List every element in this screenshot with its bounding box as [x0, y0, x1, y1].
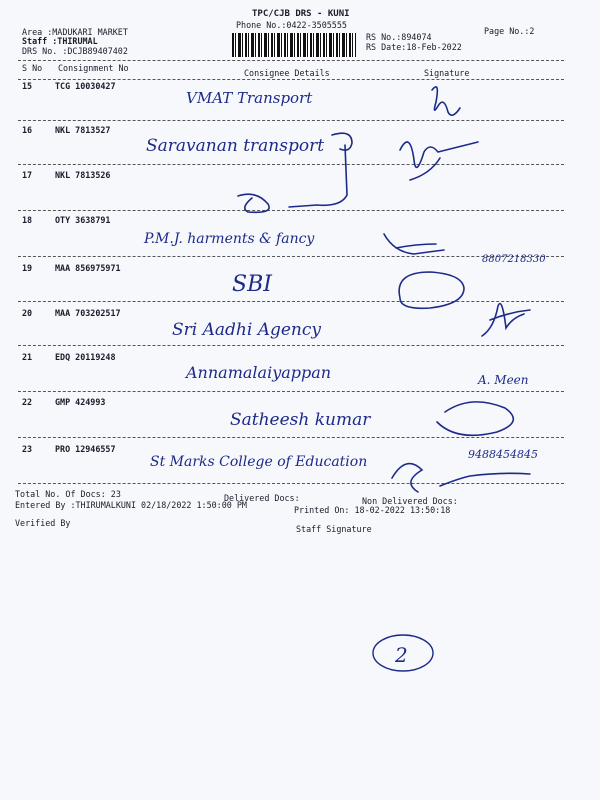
row-sno: 22 [22, 397, 33, 407]
col-consignment: Consignment No [58, 63, 129, 73]
row-sno: 15 [22, 81, 33, 91]
row-consignment: NKL 7813526 [55, 170, 111, 180]
handwritten-consignee: Saravanan transport [146, 136, 325, 156]
entered-by: Entered By :THIRUMALKUNI 02/18/2022 1:50:00 PM [15, 500, 247, 510]
row-consignment: MAA 703202517 [55, 308, 121, 318]
signature-scribble [432, 87, 460, 115]
row-sno: 20 [22, 308, 33, 318]
handwritten-consignee: Sri Aadhi Agency [172, 320, 321, 340]
page-stamp-number: 2 [395, 643, 408, 667]
row-sno: 18 [22, 215, 33, 225]
row-consignment: TCG 10030427 [55, 81, 116, 91]
page-number: Page No.:2 [484, 26, 535, 36]
row-sno: 19 [22, 263, 33, 273]
handwritten-consignee: Annamalaiyappan [186, 363, 332, 382]
handwritten-consignee: SBI [232, 272, 272, 297]
handwritten-consignee: St Marks College of Education [150, 454, 368, 470]
staff-label: Staff :THIRUMAL [22, 36, 98, 46]
handwritten-phone: 8807218330 [482, 254, 546, 265]
document-title: TPC/CJB DRS - KUNI [252, 9, 350, 19]
signature-scribble [392, 464, 530, 492]
row-consignment: PRO 12946557 [55, 444, 116, 454]
delivered-docs: Delivered Docs: [224, 493, 300, 503]
signature-scribble [384, 234, 444, 254]
col-signature: Signature [424, 68, 470, 78]
total-docs: Total No. Of Docs: 23 [15, 489, 121, 499]
row-consignment: NKL 7813527 [55, 125, 111, 135]
verified-by: Verified By [15, 518, 71, 528]
col-consignee: Consignee Details [244, 68, 330, 78]
row-consignment: MAA 856975971 [55, 263, 121, 273]
handwritten-phone: 9488454845 [468, 448, 538, 461]
row-sno: 21 [22, 352, 33, 362]
rs-date: RS Date:18-Feb-2022 [366, 42, 462, 52]
handwritten-consignee: Satheesh kumar [230, 410, 371, 430]
signature-scribble [482, 304, 530, 336]
col-sno: S No [22, 63, 43, 73]
row-consignment: GMP 424993 [55, 397, 106, 407]
signature-scribble [437, 402, 513, 435]
handwritten-consignee: P.M.J. harments & fancy [144, 231, 315, 247]
signature-scribble [400, 142, 478, 180]
row-consignment: OTY 3638791 [55, 215, 111, 225]
row-sno: 17 [22, 170, 33, 180]
handwritten-signature: A. Meen [478, 373, 529, 387]
signature-scribble [399, 272, 464, 308]
handwritten-consignee: VMAT Transport [186, 89, 313, 107]
area-label: Area :MADUKARI MARKET [22, 27, 128, 37]
row-consignment: EDQ 20119248 [55, 352, 116, 362]
row-sno: 23 [22, 444, 33, 454]
printed-on: Printed On: 18-02-2022 13:50:18 [294, 505, 451, 515]
staff-signature: Staff Signature [296, 524, 372, 534]
non-delivered-docs: Non Delivered Docs: [362, 496, 458, 506]
row-sno: 16 [22, 125, 33, 135]
phone-number: Phone No.:0422-3505555 [236, 20, 347, 30]
rs-number: RS No.:894074 [366, 32, 432, 42]
signature-scribble [238, 194, 269, 212]
drs-number: DRS No. :DCJB89407402 [22, 46, 128, 56]
